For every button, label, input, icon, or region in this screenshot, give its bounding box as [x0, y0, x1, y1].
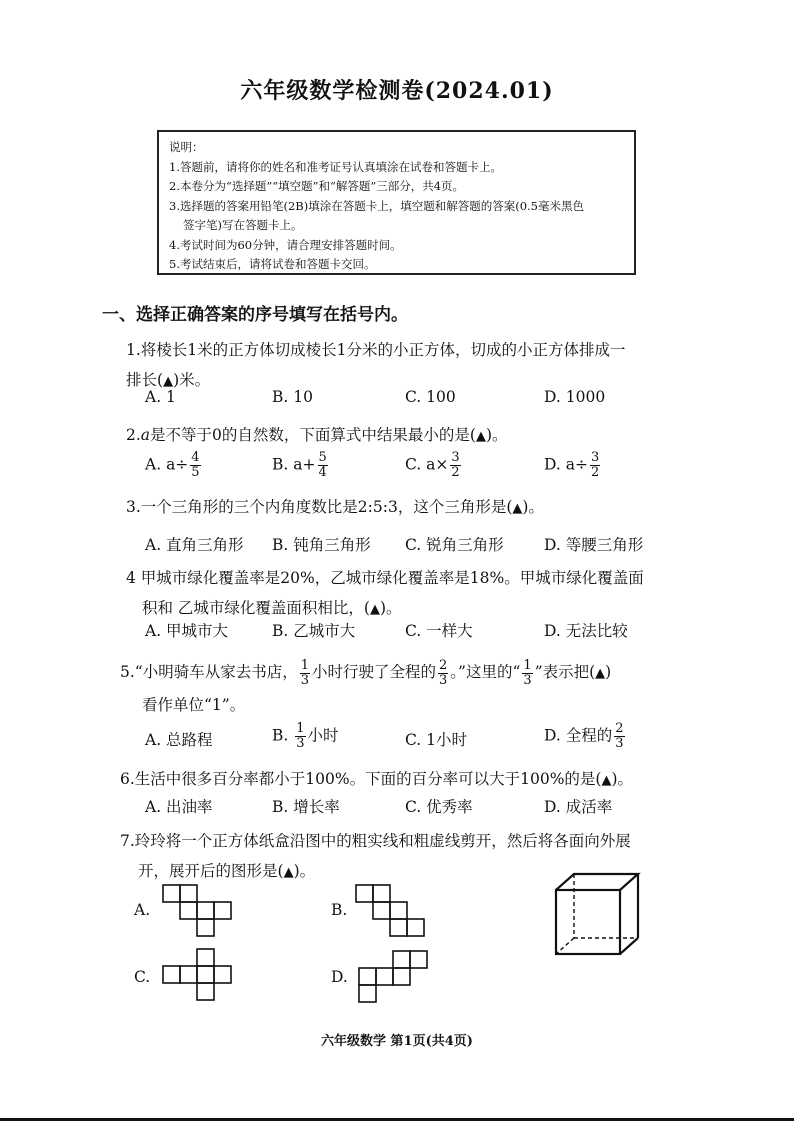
instruction-line: 签字笔)写在答题卡上。 [183, 218, 303, 232]
q4-option-c: C. 一样大 [405, 622, 473, 640]
q1-option-b: B. 10 [272, 388, 313, 406]
q7-option-a-label: A. [134, 901, 151, 919]
question-1-line2: 排长(▲)米。 [126, 371, 211, 389]
question-7-line1: 7.玲玲将一个正方体纸盒沿图中的粗实线和粗虚线剪开，然后将各面向外展 [120, 832, 631, 850]
question-1-line1: 1.将棱长1米的正方体切成棱长1分米的小正方体，切成的小正方体排成一 [126, 341, 626, 359]
question-4-line1: 4 甲城市绿化覆盖率是20%，乙城市绿化覆盖率是18%。甲城市绿化覆盖面 [126, 569, 644, 587]
q2-option-b: B. a+ $\frac{5}{4}$ [272, 450, 327, 480]
net-figure-c [162, 948, 234, 1004]
q5-option-c: C. 1小时 [405, 731, 468, 749]
q5-option-d: D. 全程的 $\frac{2}{3}$ [544, 721, 624, 751]
q4-option-a: A. 甲城市大 [145, 622, 229, 640]
instruction-line: 3.选择题的答案用铅笔(2B)填涂在答题卡上，填空题和解答题的答案(0.5毫米黑色 [169, 198, 584, 213]
answer-marker: ▲ [475, 429, 486, 444]
net-figure-d [358, 950, 430, 1006]
q2-option-a: A. a÷ $\frac{4}{5}$ [145, 450, 200, 480]
net-figure-b [355, 884, 427, 940]
instructions-heading: 说明： [169, 140, 204, 154]
question-6: 6.生活中很多百分率都小于100%。下面的百分率可以大于100%的是(▲)。 [120, 770, 634, 788]
q4-option-b: B. 乙城市大 [272, 622, 356, 640]
question-7-line2: 开，展开后的图形是(▲)。 [138, 862, 316, 880]
instruction-line: 5.考试结束后，请将试卷和答题卡交回。 [169, 257, 376, 271]
q6-option-d: D. 成活率 [544, 798, 613, 816]
page-title: 六年级数学检测卷(2024.01) [240, 78, 554, 104]
question-5-line2: 看作单位“1”。 [142, 696, 246, 714]
q3-option-b: B. 钝角三角形 [272, 536, 371, 554]
question-2: 2.a是不等于0的自然数，下面算式中结果最小的是(▲)。 [126, 426, 508, 444]
question-5: 5.“小明骑车从家去书店， $\frac{1}{3}$ 小时行驶了全程的 $\frac{2}{3}$ 。”这里的“ $\frac{1}{3}$ ”表示把(▲) [120, 657, 612, 688]
instruction-line: 4.考试时间为60分钟，请合理安排答题时间。 [169, 237, 402, 252]
q5-option-b: B. $\frac{1}{3}$ 小时 [272, 721, 339, 751]
q7-option-b-label: B. [331, 901, 348, 919]
question-4-line2: 积和 乙城市绿化覆盖面积相比，(▲)。 [142, 599, 402, 617]
cube-figure [550, 868, 642, 960]
q1-option-c: C. 100 [405, 388, 456, 406]
page-footer: 六年级数学 第1页(共4页) [321, 1034, 473, 1049]
answer-marker: ▲ [369, 602, 380, 617]
answer-marker: ▲ [283, 865, 294, 880]
answer-marker: ▲ [601, 773, 612, 788]
q7-option-d-label: D. [331, 968, 348, 986]
answer-marker: ▲ [163, 374, 174, 389]
instructions-box [157, 130, 636, 275]
bottom-rule [0, 1118, 794, 1121]
q5-option-a: A. 总路程 [145, 731, 213, 749]
instruction-line: 1.答题前，请将你的姓名和准考证号认真填涂在试卷和答题卡上。 [169, 159, 502, 174]
net-figure-a [162, 884, 234, 940]
instruction-line: 2.本卷分为“选择题”“填空题”和“解答题”三部分，共4页。 [169, 179, 465, 193]
question-3: 3.一个三角形的三个内角度数比是2:5:3，这个三角形是(▲)。 [126, 498, 544, 516]
q1-option-a: A. 1 [145, 388, 176, 406]
q6-option-b: B. 增长率 [272, 798, 340, 816]
answer-marker: ▲ [595, 666, 606, 681]
q7-option-c-label: C. [134, 968, 151, 986]
q4-option-d: D. 无法比较 [544, 622, 628, 640]
q2-option-c: C. a× $\frac{3}{2}$ [405, 450, 460, 480]
section-heading: 一、选择正确答案的序号填写在括号内。 [102, 305, 408, 325]
question-4 [126, 563, 644, 625]
q2-option-d: D. a÷ $\frac{3}{2}$ [544, 450, 600, 480]
q3-option-d: D. 等腰三角形 [544, 536, 644, 554]
q3-option-a: A. 直角三角形 [145, 536, 244, 554]
answer-marker: ▲ [512, 501, 523, 516]
q6-option-c: C. 优秀率 [405, 798, 473, 816]
q3-option-c: C. 锐角三角形 [405, 536, 504, 554]
q6-option-a: A. 出油率 [145, 798, 213, 816]
q1-option-d: D. 1000 [544, 388, 606, 406]
